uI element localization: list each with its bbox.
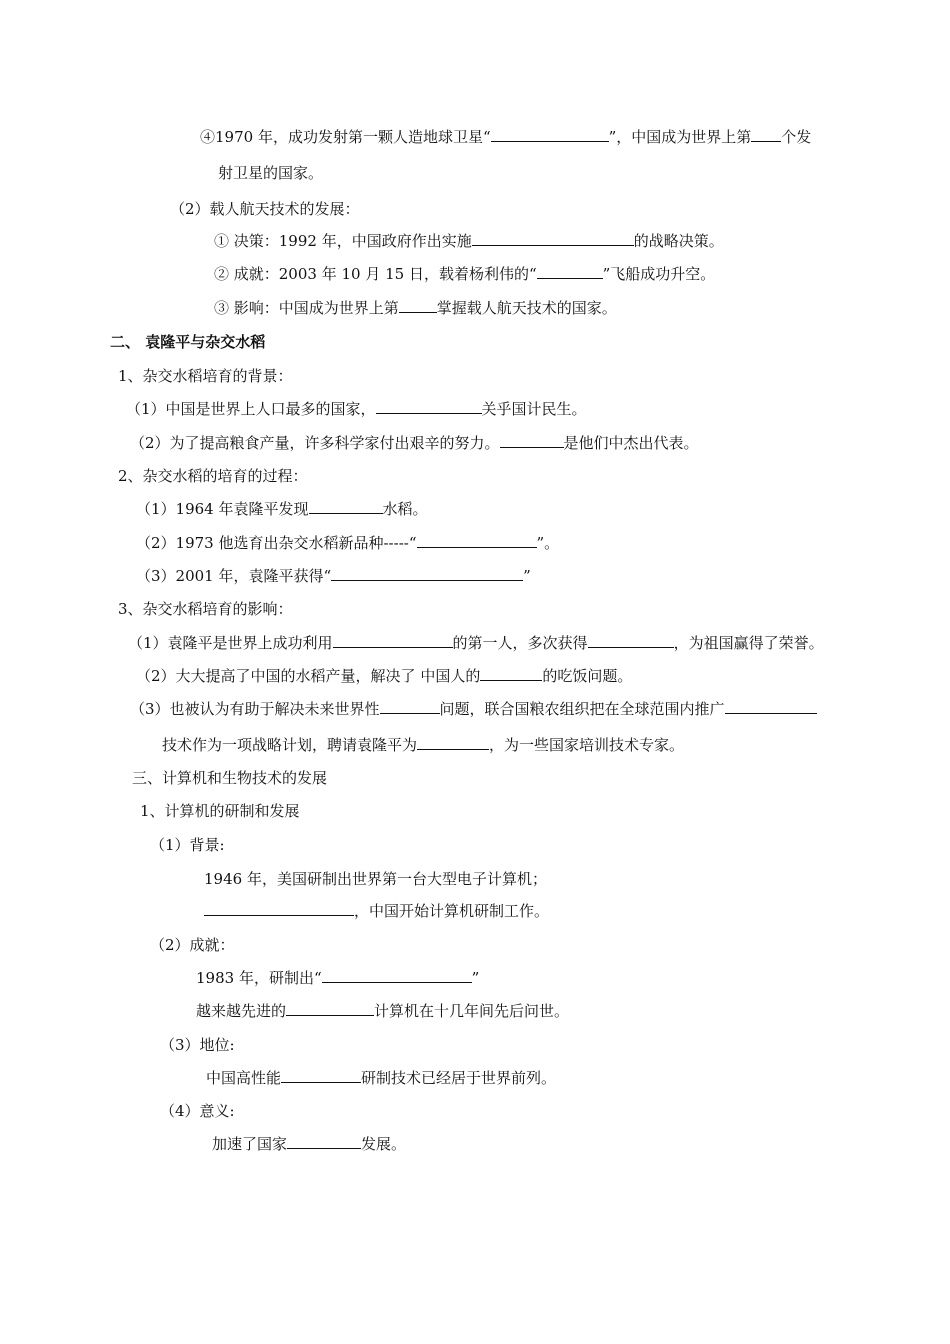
- text: （1）中国是世界上人口最多的国家，: [126, 400, 376, 418]
- impact-line-3-cont: [162, 735, 684, 755]
- answer-blank[interactable]: [472, 231, 634, 246]
- significance-line: [212, 1134, 406, 1154]
- answer-blank[interactable]: [331, 566, 523, 581]
- text: 掌握载人航天技术的国家。: [436, 299, 617, 317]
- answer-blank[interactable]: [399, 298, 437, 313]
- text: 越来越先进的: [196, 1002, 287, 1020]
- text: 个发: [781, 128, 812, 146]
- answer-blank[interactable]: [286, 1001, 374, 1016]
- satellite-line: [200, 127, 811, 147]
- text: 中国高性能: [206, 1069, 282, 1087]
- text: 的战略决策。: [633, 232, 724, 250]
- text: ④1970 年，成功发射第一颗人造地球卫星“: [200, 128, 491, 146]
- text: （2）为了提高粮食产量，许多科学家付出艰辛的努力。: [130, 434, 500, 452]
- position-title: （3）地位:: [160, 1036, 235, 1054]
- impact-line-2: [136, 666, 632, 686]
- section-heading: 三、计算机和生物技术的发展: [132, 769, 328, 787]
- answer-blank[interactable]: [309, 499, 383, 514]
- text: （1）1964 年袁隆平发现: [136, 500, 309, 518]
- text: ”。: [536, 534, 560, 552]
- text: （2）1973 他选育出杂交水稻新品种-----“: [136, 534, 417, 552]
- text: 发展。: [361, 1135, 407, 1153]
- text: 计算机在十几年间先后问世。: [374, 1002, 570, 1020]
- answer-blank[interactable]: [480, 666, 542, 681]
- text: ”: [471, 969, 480, 987]
- subsection-title: （2）载人航天技术的发展：: [170, 200, 360, 218]
- achievement-title: （2）成就：: [150, 936, 235, 954]
- paragraph-heading: 2、杂交水稻的培育的过程：: [118, 467, 308, 485]
- background-line-2: [204, 901, 549, 921]
- text: ③ 影响：中国成为世界上第: [214, 299, 399, 317]
- text: 的吃饭问题。: [542, 667, 633, 685]
- text: ，为祖国赢得了荣誉。: [673, 634, 824, 652]
- impact-line-1: [128, 633, 824, 653]
- decision-line: [214, 231, 724, 251]
- text: ”，中国成为世界上第: [608, 128, 752, 146]
- text: ② 成就：2003 年 10 月 15 日，载着杨利伟的“: [214, 265, 537, 283]
- background-line-1: [126, 399, 587, 419]
- answer-blank[interactable]: [588, 633, 674, 648]
- answer-blank[interactable]: [537, 264, 603, 279]
- answer-blank[interactable]: [751, 127, 781, 142]
- impact-line-3: [130, 699, 817, 719]
- text: 研制技术已经居于世界前列。: [361, 1069, 557, 1087]
- text: 技术作为一项战略计划，聘请袁隆平为: [162, 736, 418, 754]
- paragraph-heading: 3、杂交水稻培育的影响：: [118, 600, 293, 618]
- answer-blank[interactable]: [417, 735, 489, 750]
- text: 的第一人，多次获得: [452, 634, 588, 652]
- text: （3）2001 年，袁隆平获得“: [136, 567, 332, 585]
- answer-blank[interactable]: [725, 699, 817, 714]
- text: ”: [523, 567, 531, 585]
- text: 加速了国家: [212, 1135, 288, 1153]
- answer-blank[interactable]: [417, 533, 537, 548]
- background-line-2: [130, 433, 699, 453]
- background-title: （1）背景:: [150, 836, 225, 854]
- significance-title: （4）意义:: [160, 1102, 235, 1120]
- answer-blank[interactable]: [333, 633, 453, 648]
- text: 问题，联合国粮农组织把在全球范围内推广: [439, 700, 725, 718]
- answer-blank[interactable]: [380, 699, 440, 714]
- answer-blank[interactable]: [376, 399, 482, 414]
- text: 关乎国计民生。: [481, 400, 587, 418]
- text: ，为一些国家培训技术专家。: [489, 736, 685, 754]
- text: 是他们中杰出代表。: [563, 434, 699, 452]
- paragraph-heading: 1、杂交水稻培育的背景：: [118, 367, 293, 385]
- process-line-1: [136, 499, 428, 519]
- answer-blank[interactable]: [287, 1134, 361, 1149]
- position-line: [206, 1068, 556, 1088]
- text: （2）大大提高了中国的水稻产量，解决了 中国人的: [136, 667, 481, 685]
- paragraph-heading: 1、计算机的研制和发展: [140, 802, 300, 820]
- text: ”飞船成功升空。: [602, 265, 716, 283]
- text: 1983 年，研制出“: [196, 969, 322, 987]
- answer-blank[interactable]: [322, 968, 472, 983]
- achievement-line-2: [196, 1001, 569, 1021]
- achievement-line-1: [196, 968, 479, 988]
- answer-blank[interactable]: [500, 433, 564, 448]
- answer-blank[interactable]: [281, 1068, 361, 1083]
- background-line-1: 1946 年，美国研制出世界第一台大型电子计算机；: [204, 870, 547, 888]
- achievement-line: [214, 264, 715, 284]
- text: 水稻。: [382, 500, 428, 518]
- process-line-3: [136, 566, 531, 586]
- text: （1）袁隆平是世界上成功利用: [128, 634, 333, 652]
- section-heading: 二、 袁隆平与杂交水稻: [110, 333, 266, 351]
- answer-blank[interactable]: [491, 127, 609, 142]
- satellite-line-cont: 射卫星的国家。: [218, 164, 324, 182]
- answer-blank[interactable]: [204, 901, 354, 916]
- text: （3）也被认为有助于解决未来世界性: [130, 700, 380, 718]
- text: ，中国开始计算机研制工作。: [354, 902, 550, 920]
- process-line-2: [136, 533, 559, 553]
- impact-line: [214, 298, 617, 318]
- text: ① 决策：1992 年，中国政府作出实施: [214, 232, 472, 250]
